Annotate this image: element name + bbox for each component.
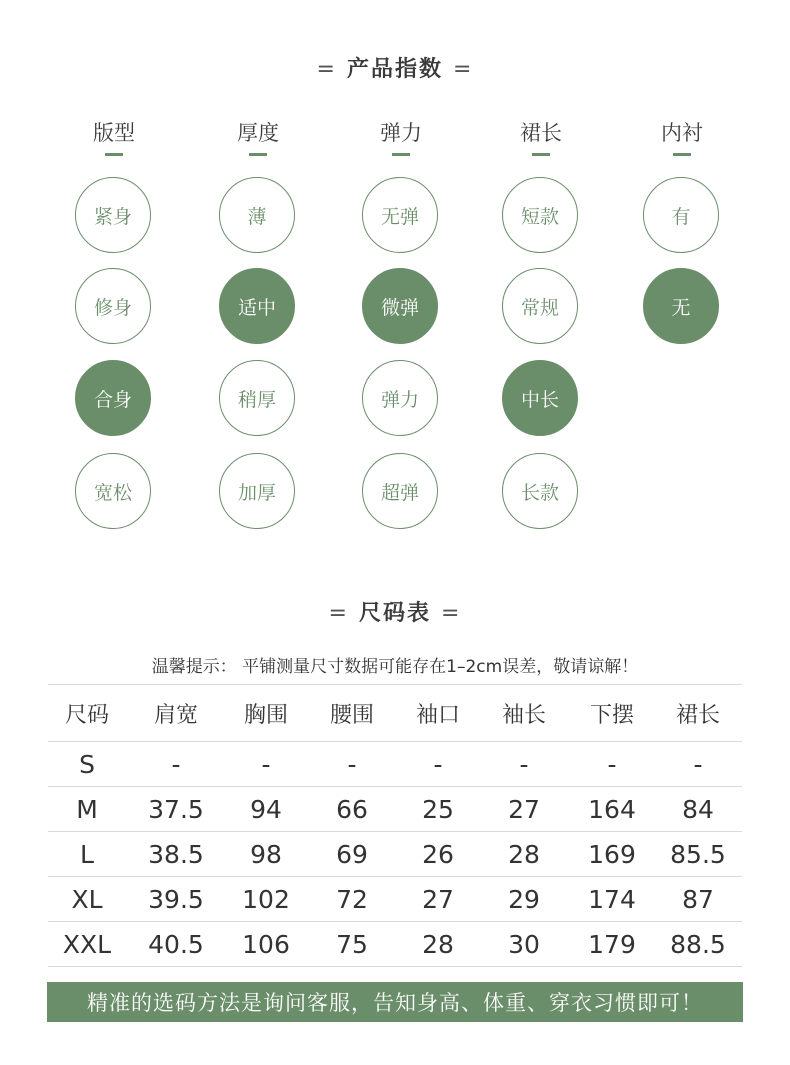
table-header-cell: 袖长 [478, 685, 570, 742]
column-heading: 版型 [93, 121, 135, 145]
option-circle: 弹力 [362, 360, 438, 436]
table-cell: 84 [654, 787, 742, 832]
size-chart-title [0, 596, 790, 627]
heading-underline [673, 153, 691, 156]
table-cell: - [654, 742, 742, 787]
table-cell: XXL [48, 922, 126, 967]
table-cell: - [226, 742, 306, 787]
table-header-cell: 肩宽 [126, 685, 226, 742]
table-row [48, 742, 742, 787]
title-decor-left: = [328, 601, 349, 626]
option-circle: 修身 [75, 268, 151, 344]
table-row [48, 922, 742, 967]
table-cell: 28 [398, 922, 478, 967]
table-cell: 98 [226, 832, 306, 877]
table-header-row [48, 685, 742, 742]
table-cell: 27 [478, 787, 570, 832]
measurement-tip: 温馨提示： 平铺测量尺寸数据可能存在1–2cm误差，敬请谅解！ [151, 657, 639, 677]
option-circle: 无弹 [362, 177, 438, 253]
heading-underline [532, 153, 550, 156]
product-index-title-text: 产品指数 [346, 57, 443, 82]
column-heading: 弹力 [380, 121, 422, 145]
table-row [48, 877, 742, 922]
table-cell: 66 [306, 787, 398, 832]
table-cell: 88.5 [654, 922, 742, 967]
table-cell: 37.5 [126, 787, 226, 832]
table-cell: - [478, 742, 570, 787]
table-cell: 106 [226, 922, 306, 967]
option-circle: 薄 [219, 177, 295, 253]
option-circle: 微弹 [362, 268, 438, 344]
table-cell: 72 [306, 877, 398, 922]
column-heading: 裙长 [520, 121, 562, 145]
column-fit [74, 118, 154, 156]
table-cell: 28 [478, 832, 570, 877]
table-header-cell: 胸围 [226, 685, 306, 742]
heading-underline [105, 153, 123, 156]
table-cell: 69 [306, 832, 398, 877]
table-cell: 26 [398, 832, 478, 877]
table-cell: - [126, 742, 226, 787]
table-cell: 164 [570, 787, 654, 832]
table-row [48, 787, 742, 832]
table-cell: 27 [398, 877, 478, 922]
product-index-title [0, 52, 790, 83]
table-header-cell: 尺码 [48, 685, 126, 742]
table-cell: S [48, 742, 126, 787]
column-lining [642, 118, 722, 156]
option-circle: 适中 [219, 268, 295, 344]
heading-underline [249, 153, 267, 156]
table-row [48, 832, 742, 877]
column-thickness [218, 118, 298, 156]
table-header-cell: 裙长 [654, 685, 742, 742]
table-cell: - [306, 742, 398, 787]
table-cell: 25 [398, 787, 478, 832]
option-circle: 中长 [502, 360, 578, 436]
size-table [48, 684, 742, 967]
column-elasticity [361, 118, 441, 156]
footer-banner: 精准的选码方法是询问客服，告知身高、体重、穿衣习惯即可！ [47, 982, 743, 1022]
table-cell: 29 [478, 877, 570, 922]
title-decor-right: = [441, 601, 462, 626]
table-cell: 39.5 [126, 877, 226, 922]
table-cell: 174 [570, 877, 654, 922]
table-cell: L [48, 832, 126, 877]
table-cell: 85.5 [654, 832, 742, 877]
table-cell: 94 [226, 787, 306, 832]
table-cell: 38.5 [126, 832, 226, 877]
size-chart-title-text: 尺码表 [358, 601, 431, 626]
table-cell: - [398, 742, 478, 787]
option-circle: 超弹 [362, 453, 438, 529]
title-decor-left: = [316, 57, 337, 82]
table-cell: 30 [478, 922, 570, 967]
option-circle: 短款 [502, 177, 578, 253]
title-decor-right: = [453, 57, 474, 82]
table-cell: XL [48, 877, 126, 922]
option-circle: 稍厚 [219, 360, 295, 436]
table-cell: M [48, 787, 126, 832]
option-circle: 无 [643, 268, 719, 344]
table-header-cell: 下摆 [570, 685, 654, 742]
table-header-cell: 腰围 [306, 685, 398, 742]
heading-underline [392, 153, 410, 156]
table-cell: 179 [570, 922, 654, 967]
option-circle: 有 [643, 177, 719, 253]
table-cell: 87 [654, 877, 742, 922]
column-heading: 厚度 [237, 121, 279, 145]
table-cell: - [570, 742, 654, 787]
option-circle: 长款 [502, 453, 578, 529]
option-circle: 合身 [75, 360, 151, 436]
column-heading: 内衬 [661, 121, 703, 145]
table-cell: 75 [306, 922, 398, 967]
table-cell: 40.5 [126, 922, 226, 967]
option-circle: 紧身 [75, 177, 151, 253]
column-skirt-length [501, 118, 581, 156]
table-cell: 169 [570, 832, 654, 877]
table-cell: 102 [226, 877, 306, 922]
option-circle: 宽松 [75, 453, 151, 529]
option-circle: 常规 [502, 268, 578, 344]
table-header-cell: 袖口 [398, 685, 478, 742]
option-circle: 加厚 [219, 453, 295, 529]
